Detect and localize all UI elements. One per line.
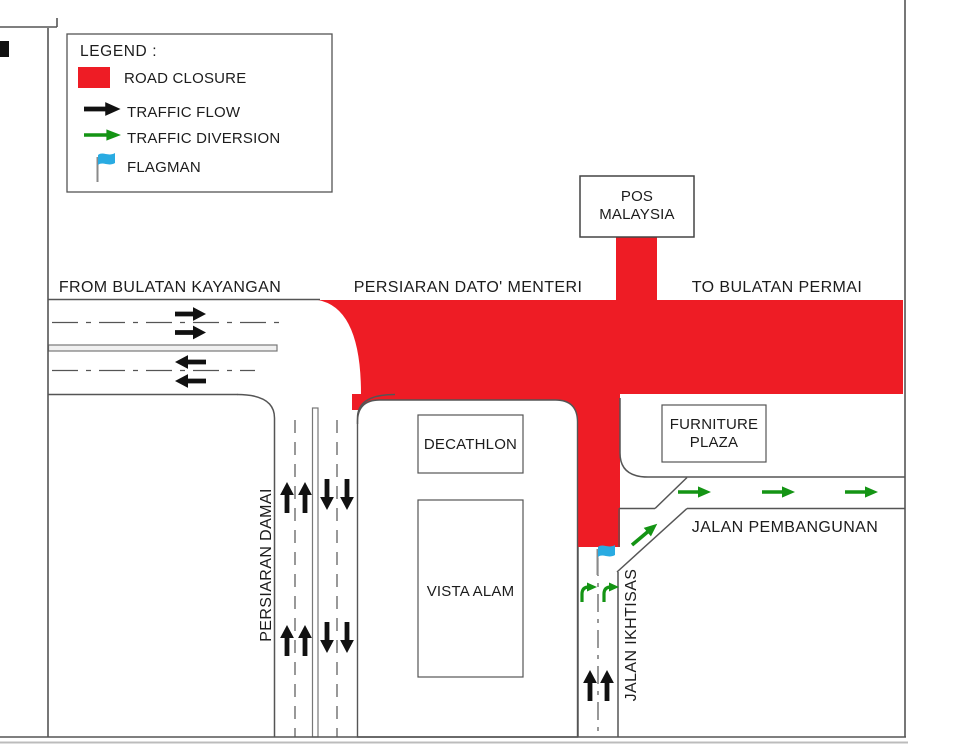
building-furniture-plaza-label-line2: PLAZA <box>689 434 739 451</box>
traffic-flow-arrow <box>600 670 614 701</box>
road-closure-pos-stub <box>616 237 657 301</box>
legend-item-road-closure-label: ROAD CLOSURE <box>124 70 247 87</box>
traffic-diversion-arrow <box>845 486 878 497</box>
turn-right-arrow <box>604 583 619 603</box>
building-pos-malaysia-label-line1: POS <box>620 188 654 205</box>
traffic-diversion-arrow <box>628 519 660 549</box>
legend-box <box>67 34 332 192</box>
road-closure-main <box>318 300 903 394</box>
legend-item-traffic-diversion-label: TRAFFIC DIVERSION <box>127 130 281 147</box>
flagman-marker <box>598 545 616 575</box>
damai-median-island <box>313 408 319 737</box>
main-road-median-island <box>49 345 278 351</box>
traffic-flow-arrow <box>320 479 334 510</box>
traffic-flow-arrow <box>340 622 354 653</box>
crop-artifact-mark <box>0 41 9 57</box>
label-jalan-pembangunan: JALAN PEMBANGUNAN <box>691 519 879 536</box>
flagman-flag-icon <box>598 545 615 557</box>
building-decathlon-label: DECATHLON <box>423 436 518 453</box>
label-persiaran-dato-menteri: PERSIARAN DATO' MENTERI <box>353 279 583 296</box>
road-closure-swatch <box>78 67 110 88</box>
legend-title: LEGEND : <box>80 43 158 60</box>
label-jalan-ikhtisas: JALAN IKHTISAS <box>623 568 640 702</box>
legend-item-traffic-flow-label: TRAFFIC FLOW <box>127 104 241 121</box>
turn-right-arrow <box>582 583 597 603</box>
traffic-flow-arrow <box>298 482 312 513</box>
traffic-flow-arrow <box>175 374 206 388</box>
traffic-diversion-arrow <box>678 486 711 497</box>
legend-item-flagman-label: FLAGMAN <box>127 159 201 176</box>
road-closure-ikhtisas-strip <box>576 394 620 547</box>
ramp-lower-edge <box>617 509 687 573</box>
traffic-flow-arrow <box>175 355 206 369</box>
traffic-flow-arrow <box>175 307 206 321</box>
traffic-flow-arrow <box>340 479 354 510</box>
building-pos-malaysia-label-line2: MALAYSIA <box>599 206 675 223</box>
traffic-flow-arrow <box>280 482 294 513</box>
traffic-flow-arrow <box>175 326 206 340</box>
traffic-diversion-arrow <box>762 486 795 497</box>
label-persiaran-damai: PERSIARAN DAMAI <box>258 488 275 642</box>
label-to-bulatan-permai: TO BULATAN PERMAI <box>691 279 863 296</box>
traffic-flow-arrow <box>280 625 294 656</box>
traffic-flow-arrow <box>298 625 312 656</box>
traffic-flow-arrow <box>320 622 334 653</box>
building-furniture-plaza-label-line1: FURNITURE <box>669 416 759 433</box>
traffic-flow-arrow <box>583 670 597 701</box>
building-vista-alam-label: VISTA ALAM <box>426 583 515 600</box>
label-from-bulatan-kayangan: FROM BULATAN KAYANGAN <box>58 279 282 296</box>
